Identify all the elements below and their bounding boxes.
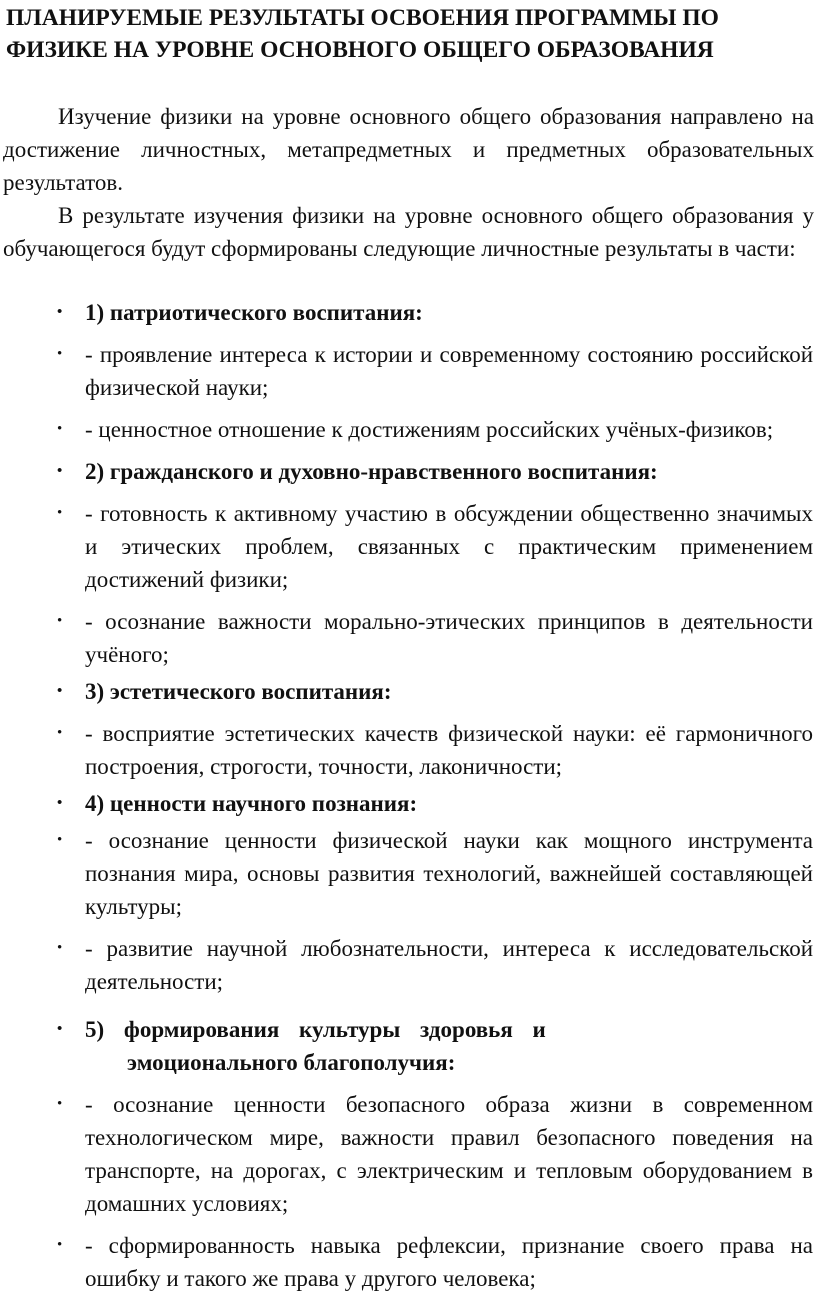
page-title xyxy=(6,2,810,66)
bullet-icon: • xyxy=(57,832,63,848)
list-item xyxy=(0,717,816,783)
list-item-text: - готовность к активному участию в обсуждении общественно значимых и этических проблем, связанных с практическим применением достижений физики; xyxy=(85,501,813,592)
list-item-text: 2) гражданского и духовно-нравственного воспитания: xyxy=(85,459,658,484)
list-item xyxy=(0,1088,816,1220)
list-item-text: 4) ценности научного познания: xyxy=(85,791,418,816)
list-item-heading xyxy=(0,1013,816,1079)
list-item xyxy=(0,338,816,404)
list-item-heading xyxy=(0,455,816,488)
results-paragraph: В результате изучения физики на уровне основного общего образования у обучающегося будут сформированы следующие личностные результаты в части: xyxy=(3,203,814,261)
bullet-icon: • xyxy=(57,795,63,811)
list-item-text-continued: эмоционального благополучия: xyxy=(127,1050,456,1075)
bullet-icon: • xyxy=(57,421,63,437)
bullet-icon: • xyxy=(57,1237,63,1253)
list-item-text: 5) формирования культуры здоровья и xyxy=(85,1017,546,1042)
bullet-icon: • xyxy=(57,304,63,320)
list-item xyxy=(0,1229,816,1295)
list-item-text: - осознание ценности безопасного образа жизни в современном технологическом мире, важности правил безопасного поведения на транспорте, на дорогах, с электрическим и тепловым оборудованием в домашних условиях; xyxy=(85,1092,813,1216)
list-item-text: - проявление интереса к истории и современному состоянию российской физической науки; xyxy=(85,342,813,400)
bullet-icon: • xyxy=(57,1096,63,1112)
bullet-icon: • xyxy=(57,463,63,479)
title-line-1: ПЛАНИРУЕМЫЕ РЕЗУЛЬТАТЫ ОСВОЕНИЯ ПРОГРАММЫ ПО xyxy=(6,5,719,31)
list-item-text: 1) патриотического воспитания: xyxy=(85,300,423,325)
bullet-icon: • xyxy=(57,613,63,629)
list-item-text: - осознание ценности физической науки как мощного инструмента познания мира, основы развития технологий, важнейшей составляющей культуры; xyxy=(85,828,813,919)
list-item-heading xyxy=(0,296,816,329)
list-item-heading xyxy=(0,787,816,820)
bullet-icon: • xyxy=(57,505,63,521)
list-item-text: - восприятие эстетических качеств физической науки: её гармоничного построения, строгости, точности, лаконичности; xyxy=(85,721,813,779)
bullet-icon: • xyxy=(57,940,63,956)
bullet-icon: • xyxy=(57,683,63,699)
bullet-icon: • xyxy=(57,725,63,741)
list-item xyxy=(0,497,816,596)
intro-paragraph: Изучение физики на уровне основного общего образования направлено на достижение личностных, метапредметных и предметных образовательных результатов. xyxy=(3,104,814,195)
list-item-text: - сформированность навыка рефлексии, признание своего права на ошибку и такого же права у другого человека; xyxy=(85,1233,813,1291)
list-item xyxy=(0,605,816,671)
list-item xyxy=(0,413,816,446)
title-line-2: ФИЗИКЕ НА УРОВНЕ ОСНОВНОГО ОБЩЕГО ОБРАЗОВАНИЯ xyxy=(6,37,714,63)
list-item-heading xyxy=(0,675,816,708)
list-item-text: - осознание важности морально-этических принципов в деятельности учёного; xyxy=(85,609,813,667)
list-item-text: - ценностное отношение к достижениям российских учёных-физиков; xyxy=(85,417,774,442)
results-list xyxy=(0,296,816,1295)
list-item-text: - развитие научной любознательности, интереса к исследовательской деятельности; xyxy=(85,936,813,994)
bullet-icon: • xyxy=(57,346,63,362)
list-item-text: 3) эстетического воспитания: xyxy=(85,679,392,704)
bullet-icon: • xyxy=(57,1021,63,1037)
list-item xyxy=(0,932,816,998)
list-item xyxy=(0,824,816,923)
